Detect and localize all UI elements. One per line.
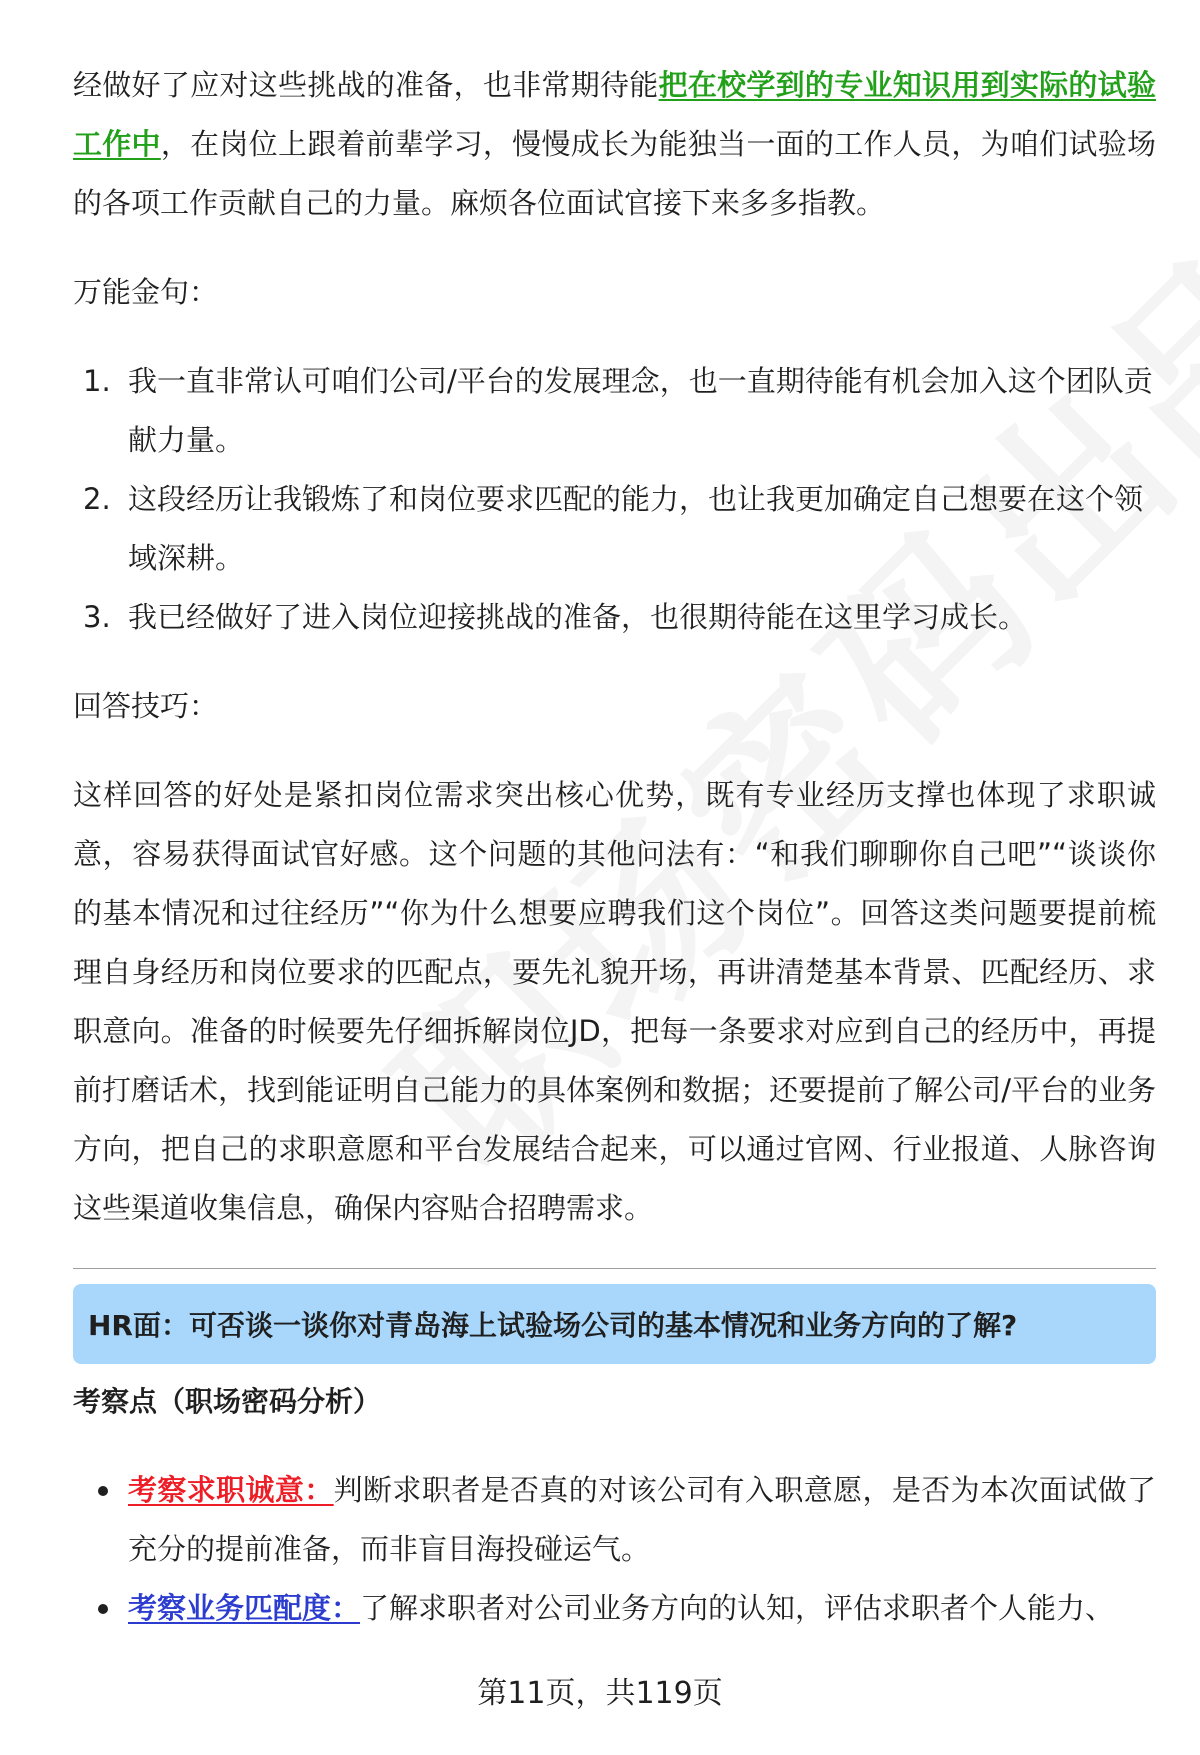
list-item: [73, 588, 1156, 647]
bullet-icon: [98, 1486, 108, 1496]
bullet-icon: [98, 1604, 108, 1614]
hr-question-text: HR面：可否谈一谈你对青岛海上试验场公司的基本情况和业务方向的了解?: [88, 1309, 1018, 1342]
document-page: [73, 56, 1156, 1638]
list-item: [73, 1461, 1156, 1579]
golden-sentences-label: 万能金句：: [73, 275, 219, 309]
list-number: 1.: [83, 364, 111, 398]
intro-paragraph: [73, 56, 1156, 233]
tips-paragraph: 这样回答的好处是紧扣岗位需求突出核心优势，既有专业经历支撑也体现了求职诚意，容易获得面试官好感。这个问题的其他问法有：“和我们聊聊你自己吧”“谈谈你的基本情况和过往经历”“你为什么想要应聘我们这个岗位”。回答这类问题要提前梳理自身经历和岗位要求的匹配点，要先礼貌开场，再讲清楚基本背景、匹配经历、求职意向。准备的时候要先仔细拆解岗位JD，把每一条要求对应到自己的经历中，再提前打磨话术，找到能证明自己能力的具体案例和数据；还要提前了解公司/平台的业务方向，把自己的求职意愿和平台发展结合起来，可以通过官网、行业报道、人脉咨询这些渠道收集信息，确保内容贴合招聘需求。: [73, 778, 1156, 1225]
golden-sentences-list: [73, 352, 1156, 647]
analysis-points-list: [73, 1461, 1156, 1638]
list-item: [73, 1579, 1156, 1638]
analysis-title: 考察点（职场密码分析）: [73, 1385, 382, 1418]
list-text: 我已经做好了进入岗位迎接挑战的准备，也很期待能在这里学习成长。: [128, 600, 1028, 634]
point-text: 了解求职者对公司业务方向的认知，评估求职者个人能力、: [360, 1591, 1115, 1625]
intro-text-after: ，在岗位上跟着前辈学习，慢慢成长为能独当一面的工作人员，为咱们试验场的各项工作贡献自己的力量。麻烦各位面试官接下来多多指教。: [73, 127, 1156, 220]
intro-highlight: 把在校学到的专业知识用到实际的试验工作中: [73, 68, 1156, 161]
tips-label: 回答技巧：: [73, 689, 219, 723]
list-number: 3.: [83, 600, 111, 634]
list-number: 2.: [83, 482, 111, 516]
section-divider: [73, 1268, 1156, 1269]
hr-question-box: [73, 1284, 1156, 1364]
list-text: 这段经历让我锻炼了和岗位要求匹配的能力，也让我更加确定自己想要在这个领域深耕。: [128, 482, 1144, 575]
point-keyword: 考察求职诚意：: [128, 1473, 334, 1507]
list-item: [73, 352, 1156, 470]
intro-text-before: 经做好了应对这些挑战的准备，也非常期待能: [73, 68, 659, 102]
point-text: 判断求职者是否真的对该公司有入职意愿，是否为本次面试做了充分的提前准备，而非盲目海投碰运气。: [128, 1473, 1156, 1566]
list-item: [73, 470, 1156, 588]
page-footer: 第11页，共119页: [477, 1676, 723, 1711]
point-keyword: 考察业务匹配度：: [128, 1591, 361, 1625]
list-text: 我一直非常认可咱们公司/平台的发展理念，也一直期待能有机会加入这个团队贡献力量。: [128, 364, 1153, 457]
